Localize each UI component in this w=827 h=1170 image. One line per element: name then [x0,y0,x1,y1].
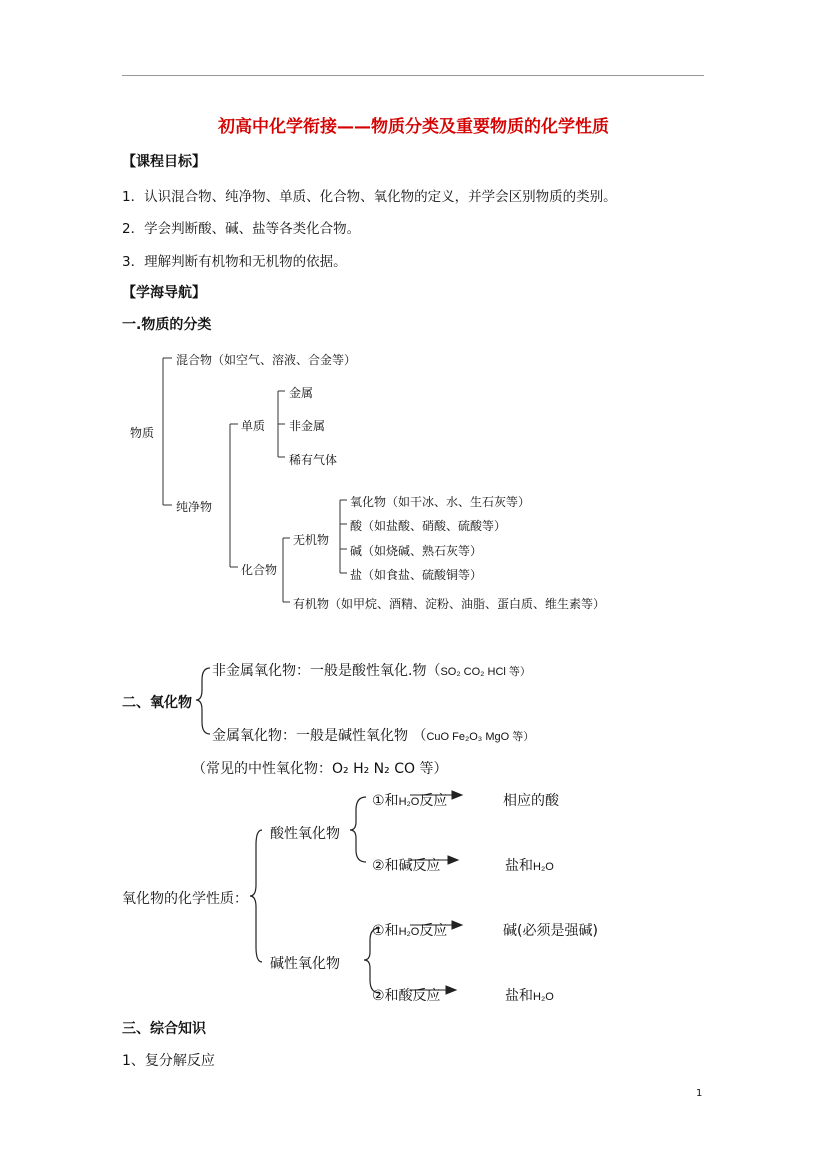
result-salt-water-1 [505,855,554,875]
tree-salt: 盐（如食盐、硫酸铜等） [350,568,483,582]
tree-pure: 纯净物 [176,500,213,514]
section-oxides: 二、氧化物 [122,695,192,711]
goal-item-3: 3．理解判断有机物和无机物的依据。 [122,254,347,270]
reaction-basic-water [372,920,447,940]
tree-base: 碱（如烧碱、熟石灰等） [350,544,483,558]
section-classification: 一.物质的分类 [122,317,212,333]
reaction-acidic-base: ②和碱反应 [372,858,441,874]
acidic-oxide-label: 酸性氧化物 [270,826,340,842]
reaction-basic-acid: ②和酸反应 [372,988,441,1004]
tree-noble-gas: 稀有气体 [289,453,338,467]
page-title: 初高中化学衔接——物质分类及重要物质的化学性质 [218,117,609,137]
section-comprehensive: 三、综合知识 [122,1021,206,1037]
goal-heading: 【课程目标】 [122,154,206,170]
page-number: 1 [696,1088,703,1099]
result-salt-water-2 [505,985,554,1005]
metal-oxide-text: 金属氧化物：一般是碱性氧化物 （ [212,728,427,744]
goal-item-2: 2．学会判断酸、碱、盐等各类化合物。 [122,221,361,237]
metal-oxide-examples: CuO Fe₂O₃ MgO 等） [426,731,535,743]
result-salt-water-1-text: 盐和 [505,858,533,874]
tree-oxide: 氧化物（如干冰、水、生石灰等） [350,495,531,509]
reaction-basic-water-tail: 反应 [419,923,448,939]
result-base: 碱(必须是强碱) [503,923,598,939]
tree-compound: 化合物 [241,563,278,577]
guide-heading: 【学海导航】 [122,285,206,301]
tree-root-substance: 物质 [130,426,155,440]
result-acid: 相应的酸 [503,793,559,809]
tree-organic: 有机物（如甲烷、酒精、淀粉、油脂、蛋白质、维生素等） [293,597,606,611]
chem-props-label: 氧化物的化学性质： [122,891,248,907]
result-salt-water-2-text: 盐和 [505,988,533,1004]
reaction-acidic-water-prefix: ①和 [372,793,399,809]
reaction-acidic-water [372,790,447,810]
tree-element: 单质 [241,419,266,433]
goal-item-1: 1．认识混合物、纯净物、单质、化合物、氧化物的定义，并学会区别物质的类别。 [122,189,617,205]
subsection-double-decomposition: 1、复分解反应 [122,1053,215,1069]
result-salt-water-1-h2o: H₂O [533,861,554,873]
result-salt-water-2-h2o: H₂O [533,991,554,1003]
tree-mixture: 混合物（如空气、溶液、合金等） [176,353,357,367]
reaction-acidic-water-tail: 反应 [419,793,448,809]
reaction-basic-water-prefix: ①和 [372,923,399,939]
tree-acid: 酸（如盐酸、硝酸、硫酸等） [350,519,507,533]
basic-oxide-label: 碱性氧化物 [270,956,340,972]
tree-inorganic: 无机物 [293,533,330,547]
reaction-acidic-water-h2o: H₂O [398,796,420,808]
nonmetal-oxide-text: 非金属氧化物：一般是酸性氧化.物（ [212,663,441,679]
neutral-oxide-note: （常见的中性氧化物：O₂ H₂ N₂ CO 等） [192,761,448,777]
tree-metal: 金属 [289,386,314,400]
nonmetal-oxide-line [212,660,531,680]
nonmetal-oxide-examples: SO₂ CO₂ HCl 等） [440,666,531,678]
metal-oxide-line [212,725,534,745]
tree-nonmetal: 非金属 [289,419,326,433]
reaction-basic-water-h2o: H₂O [398,926,420,938]
